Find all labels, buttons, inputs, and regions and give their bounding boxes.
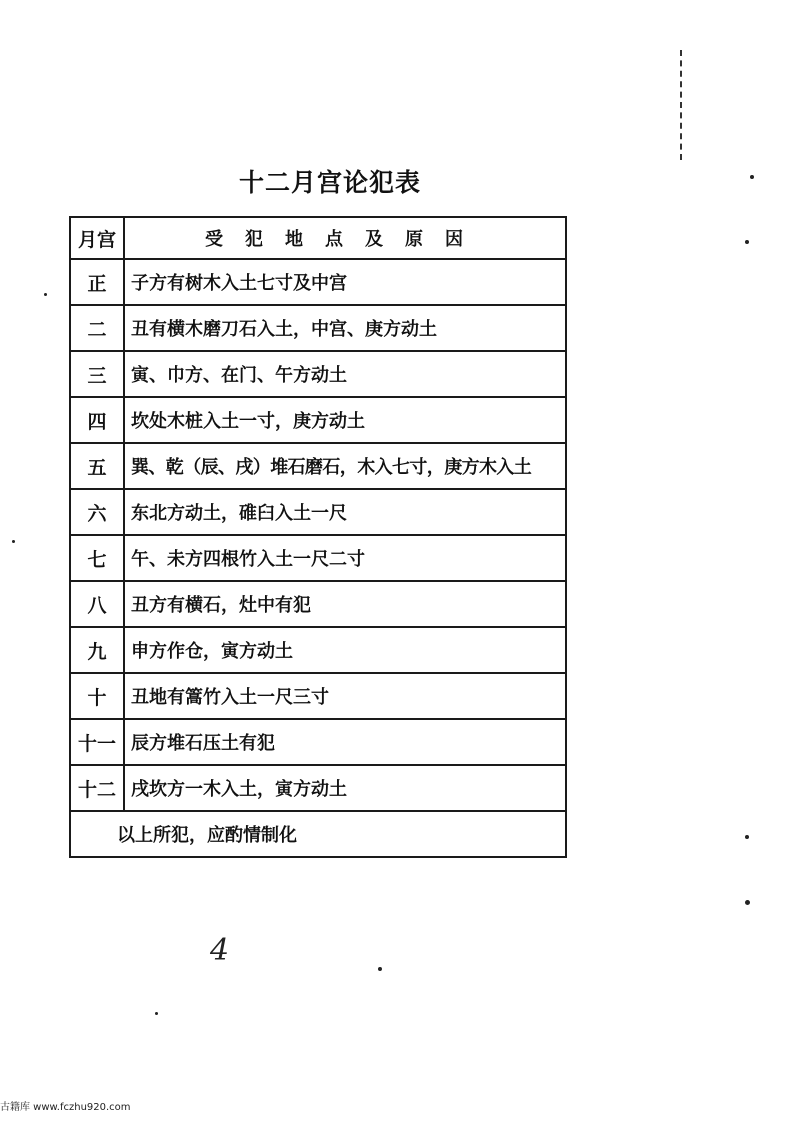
table-row <box>70 351 566 397</box>
row-month: 二 <box>70 305 124 351</box>
row-month: 六 <box>70 489 124 535</box>
table-row <box>70 673 566 719</box>
header-description: 受犯地点及原因 <box>124 217 566 259</box>
month-record-table <box>69 216 567 858</box>
row-description: 子方有树木入土七寸及中宫 <box>124 259 566 305</box>
scan-speck <box>378 967 382 971</box>
row-month: 七 <box>70 535 124 581</box>
row-description: 寅、巾方、在门、午方动土 <box>124 351 566 397</box>
row-description: 辰方堆石压土有犯 <box>124 719 566 765</box>
table-header-row <box>70 217 566 259</box>
page-number: 4 <box>210 933 230 968</box>
row-month: 四 <box>70 397 124 443</box>
row-month: 九 <box>70 627 124 673</box>
table-row <box>70 535 566 581</box>
scan-speck <box>155 1012 158 1015</box>
scan-speck <box>12 540 15 543</box>
scan-speck <box>745 835 749 839</box>
row-description: 戌坎方一木入土，寅方动土 <box>124 765 566 811</box>
scan-speck <box>745 240 749 244</box>
row-description: 丑方有横石，灶中有犯 <box>124 581 566 627</box>
row-month: 十二 <box>70 765 124 811</box>
row-description: 丑地有篙竹入土一尺三寸 <box>124 673 566 719</box>
table-row <box>70 305 566 351</box>
table-row <box>70 397 566 443</box>
row-month: 八 <box>70 581 124 627</box>
header-month: 月宫 <box>70 217 124 259</box>
site-watermark: 古籍库 www.fczhu920.com <box>0 1102 131 1113</box>
table-row <box>70 581 566 627</box>
row-month: 正 <box>70 259 124 305</box>
scan-speck <box>745 900 750 905</box>
table-row <box>70 259 566 305</box>
row-description: 坎处木桩入土一寸，庚方动土 <box>124 397 566 443</box>
page-edge-mark <box>680 50 682 160</box>
table-row <box>70 627 566 673</box>
scan-speck <box>750 175 754 179</box>
table-row <box>70 765 566 811</box>
table-row <box>70 489 566 535</box>
row-description: 巽、乾（辰、戌）堆石磨石，木入七寸，庚方木入土 <box>124 443 566 489</box>
row-month: 十一 <box>70 719 124 765</box>
table-footer-note: 以上所犯，应酌情制化 <box>70 811 566 857</box>
row-description: 丑有横木磨刀石入土，中宫、庚方动土 <box>124 305 566 351</box>
row-description: 午、未方四根竹入土一尺二寸 <box>124 535 566 581</box>
table-row <box>70 443 566 489</box>
row-description: 申方作仓，寅方动土 <box>124 627 566 673</box>
row-description: 东北方动土，碓臼入土一尺 <box>124 489 566 535</box>
table-row <box>70 719 566 765</box>
row-month: 三 <box>70 351 124 397</box>
row-month: 五 <box>70 443 124 489</box>
table-footer-row <box>70 811 566 857</box>
row-month: 十 <box>70 673 124 719</box>
page-title: 十二月宫论犯表 <box>238 168 421 197</box>
scan-speck <box>44 293 47 296</box>
